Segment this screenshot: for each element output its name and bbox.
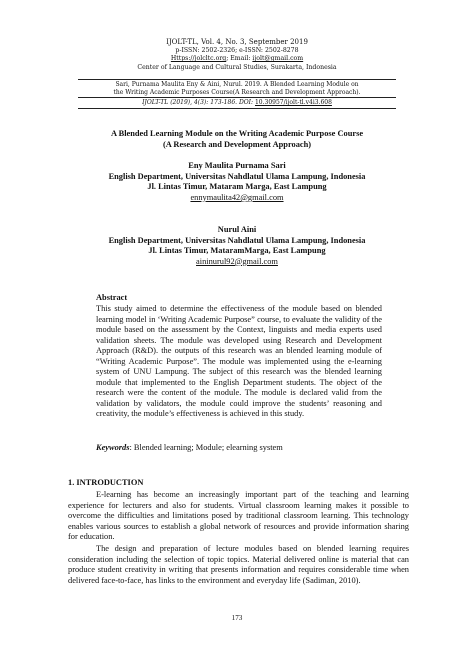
author-address: Jl. Lintas Timur, MataramMarga, East Lampung bbox=[148, 246, 326, 256]
author-email-link[interactable]: aininurul92@gmail.com bbox=[196, 256, 278, 266]
citation-journal-ref: IJOLT-TL (2019), 4(3): 173-186. DOI: bbox=[142, 99, 255, 106]
intro-paragraph-2: The design and preparation of lecture modules based on blended learning requires consideration including the selection of topic topics. Material delivered online is material that can produce student creativity in writing that presents information and requires considerable time when delivered face-to-face, has links to the environment and everyday life (Sadiman, 2010). bbox=[68, 544, 409, 585]
author-block-2 bbox=[70, 225, 404, 267]
author-email-link[interactable]: ennymaulita42@gmail.com bbox=[190, 192, 284, 202]
journal-contact bbox=[78, 55, 396, 63]
intro-paragraph-1: E-learning has become an increasingly important part of the teaching and learning experience for lecturers and also for students. Virtual classroom learning makes it possible to overcome the difficulties and limitations posed by traditional classroom learning. This technology enables various sources to establish a global network of resources and provide information sharing for education. bbox=[68, 490, 409, 542]
citation-block bbox=[78, 81, 396, 97]
header-rule-middle bbox=[78, 97, 396, 98]
abstract-text: This study aimed to determine the effectiveness of the module based on blended learning model in ‘Writing Academic Purpose” course, to evaluate the validity of the module based on the assessment by the Context, linguists and media experts used validation sheets. The module was developed using Research and Development Approach (R&D). the outputs of this research was an blended learning module of “Writing Academic Purpose”. The module was implemented using the e-learning system of UNU Lampung. The subject of this research was the blended learning module that implemented to the English Department students. The object of the research were the content of the module. The module is declared valid from the validation by validators, the module could improve the students’ reasoning and creativity, the module’s effectiveness is achieved in this study. bbox=[96, 304, 382, 419]
author-affiliation: English Department, Universitas Nahdlatul Ulama Lampung, Indonesia bbox=[108, 235, 366, 245]
keywords-line bbox=[96, 443, 396, 452]
journal-contact-sep: ; Email: bbox=[226, 55, 253, 63]
article-title bbox=[70, 129, 404, 150]
author-name: Eny Maulita Purnama Sari bbox=[188, 161, 286, 170]
article-title-line-1: A Blended Learning Module on the Writing Academic Purpose Course bbox=[110, 129, 364, 138]
doi-link[interactable]: 10.30957/ijolt-tl.v4i3.608 bbox=[254, 99, 332, 106]
journal-header bbox=[78, 38, 396, 72]
journal-url-link[interactable]: Https://jolcltc.org bbox=[170, 55, 227, 63]
keywords-list: : Blended learning; Module; elearning system bbox=[129, 443, 283, 452]
keywords-label: Keywords bbox=[96, 443, 130, 452]
citation-line-1: Sari, Purnama Maulita Eny & Aini, Nurul. 2019. A Blended Learning Module on bbox=[115, 81, 359, 88]
page-number: 173 bbox=[231, 614, 243, 622]
header-rule-top bbox=[78, 79, 396, 80]
abstract-heading: Abstract bbox=[96, 293, 128, 302]
author-address: Jl. Lintas Timur, Mataram Marga, East Lampung bbox=[147, 182, 327, 192]
journal-email-link[interactable]: ijolt@gmail.com bbox=[252, 55, 304, 63]
author-affiliation: English Department, Universitas Nahdlatul Ulama Lampung, Indonesia bbox=[108, 171, 366, 181]
journal-publisher: Center of Language and Cultural Studies, Surakarta, Indonesia bbox=[137, 63, 337, 71]
header-rule-bottom bbox=[78, 108, 396, 109]
author-name: Nurul Aini bbox=[217, 225, 257, 234]
section-heading-introduction: 1. INTRODUCTION bbox=[68, 478, 144, 487]
author-block-1 bbox=[70, 161, 404, 203]
citation-doi-line bbox=[78, 99, 396, 107]
journal-volume: IJOLT-TL, Vol. 4, No. 3, September 2019 bbox=[166, 38, 308, 46]
journal-issn: p-ISSN: 2502-2326; e-ISSN: 2502-8278 bbox=[175, 47, 299, 54]
article-title-line-2: (A Research and Development Approach) bbox=[162, 139, 312, 149]
citation-line-2: the Writing Academic Purposes Course(A Research and Development Approach). bbox=[113, 88, 361, 96]
